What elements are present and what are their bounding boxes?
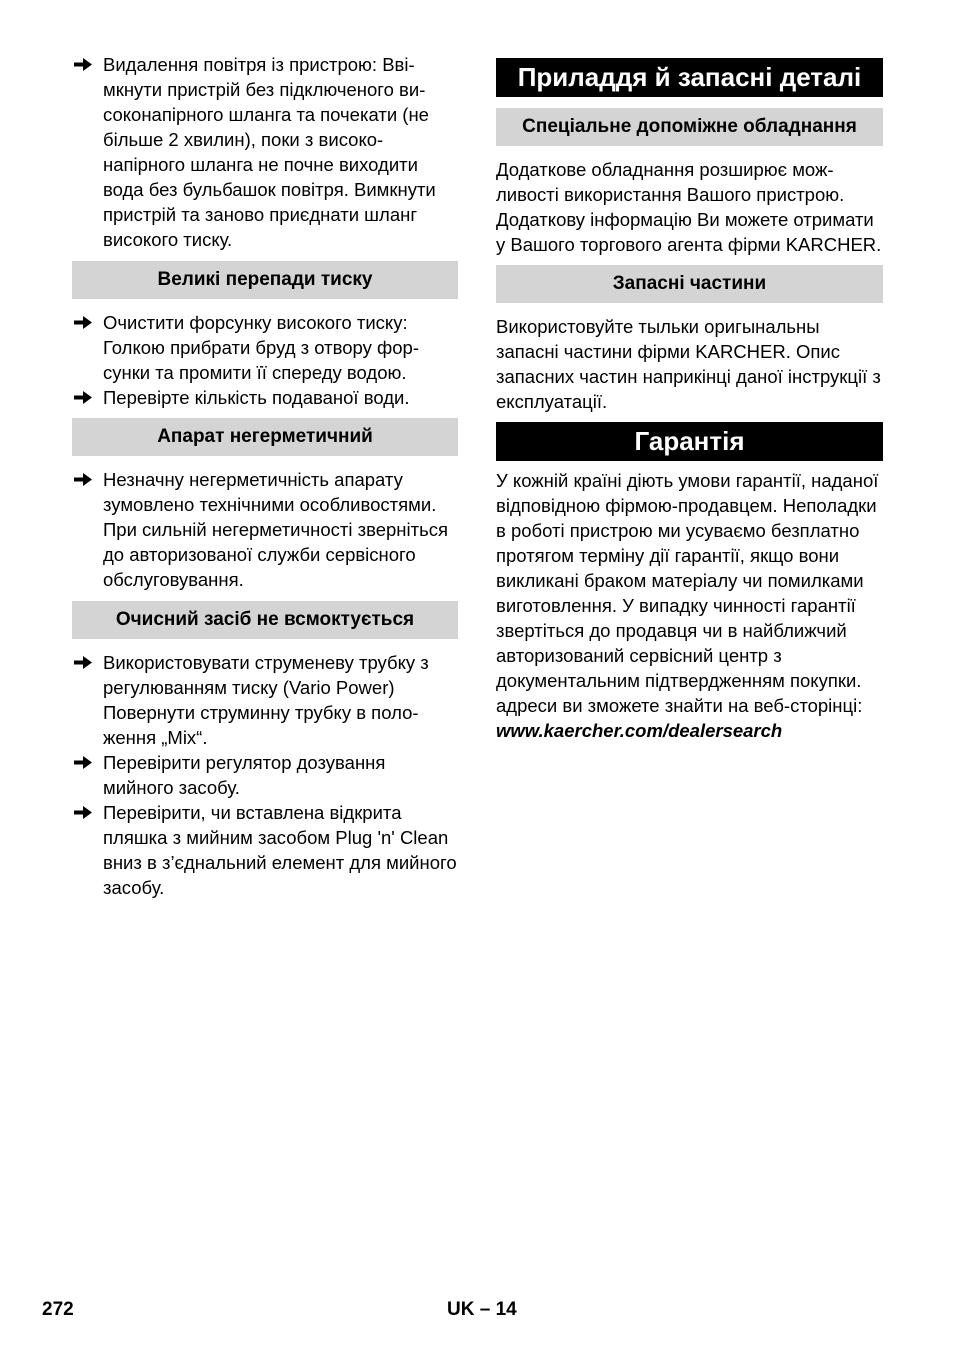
section-heading: Великі перепади тиску [72, 261, 458, 299]
bullet-text: Перевірити, чи вставлена відкрита пляшка з мийним засобом Plug 'n' Clean вниз в з’єднальний елемент для мийного засобу. [103, 802, 457, 898]
paragraph: У кожній країні діють умови гарантії, наданої відповідною фірмою-продавцем. Неполадки в роботі пристрою ми усуваємо безплатно протягом терміну дії гарантії, якщо вони викликані браком матеріалу чи помилками виготовлення. У випадку чинності гарантії звертіться до продавця чи в найближчий авторизований сервісний центр з документальним підтвердженням покупки. [496, 470, 879, 691]
arrow-right-icon [74, 391, 92, 404]
list-item [72, 467, 458, 592]
list-item [72, 800, 458, 900]
chapter-heading: Гарантія [496, 422, 883, 461]
section-heading: Апарат негерметичний [72, 418, 458, 456]
arrow-right-icon [74, 806, 92, 819]
section-heading: Спеціальне допоміжне обладнання [496, 108, 883, 146]
arrow-right-icon [74, 58, 92, 71]
list-item [72, 750, 458, 800]
arrow-right-icon [74, 656, 92, 669]
list-item [72, 650, 458, 750]
bullet-text: Використовувати струменеву трубку з регулюванням тиску (Vario Power) Повернути струминну трубку в положення „Mix“. [103, 652, 429, 748]
bullet-text: Перевірте кількість подаваної води. [103, 387, 410, 408]
bullet-text: Незначну негерметичність апарату зумовлено технічними особливостями. При сильній негерметичності зверніться до авторизованої служби сервісного обслуговування. [103, 469, 449, 590]
bullet-text: Перевірити регулятор дозування мийного засобу. [103, 752, 386, 798]
list-item [72, 52, 458, 252]
list-item [72, 310, 458, 385]
right-column [496, 58, 883, 743]
arrow-right-icon [74, 316, 92, 329]
arrow-right-icon [74, 473, 92, 486]
paragraph: Використовуйте тыльки оригынальны запасні частини фірми KARCHER. Опис запасних частин наприкінці даної інструкції з експлуатації. [496, 316, 881, 412]
left-column [72, 52, 458, 900]
page-number: 272 [42, 1299, 74, 1320]
section-heading: Запасні частини [496, 265, 883, 303]
section-heading: Очисний засіб не всмоктується [72, 601, 458, 639]
paragraph: Додаткове обладнання розширює можливості використання Вашого пристрою. Додаткову інформацію Ви можете отримати у Вашого торгового агента фірми KARCHER. [496, 159, 882, 255]
page-section-label: UK – 14 [447, 1299, 517, 1320]
chapter-heading: Приладдя й запасні деталі [496, 58, 883, 97]
bullet-text: Очистити форсунку високого тиску: Голкою прибрати бруд з отвору форсунки та промити її спереду водою. [103, 312, 419, 383]
bullet-text: Видалення повітря із пристрою: Ввімкнути пристрій без підключеного високонапірного шланга та почекати (не більше 2 хвилин), поки з високонапірного шланга не почне виходити вода без бульбашок повітря. Вимкнути пристрій та заново приєднати шланг високого тиску. [103, 54, 436, 250]
paragraph: адреси ви зможете знайти на веб-сторінці: [496, 695, 863, 716]
dealer-search-link[interactable]: www.kaercher.com/dealersearch [496, 720, 783, 741]
list-item [72, 385, 458, 410]
arrow-right-icon [74, 756, 92, 769]
